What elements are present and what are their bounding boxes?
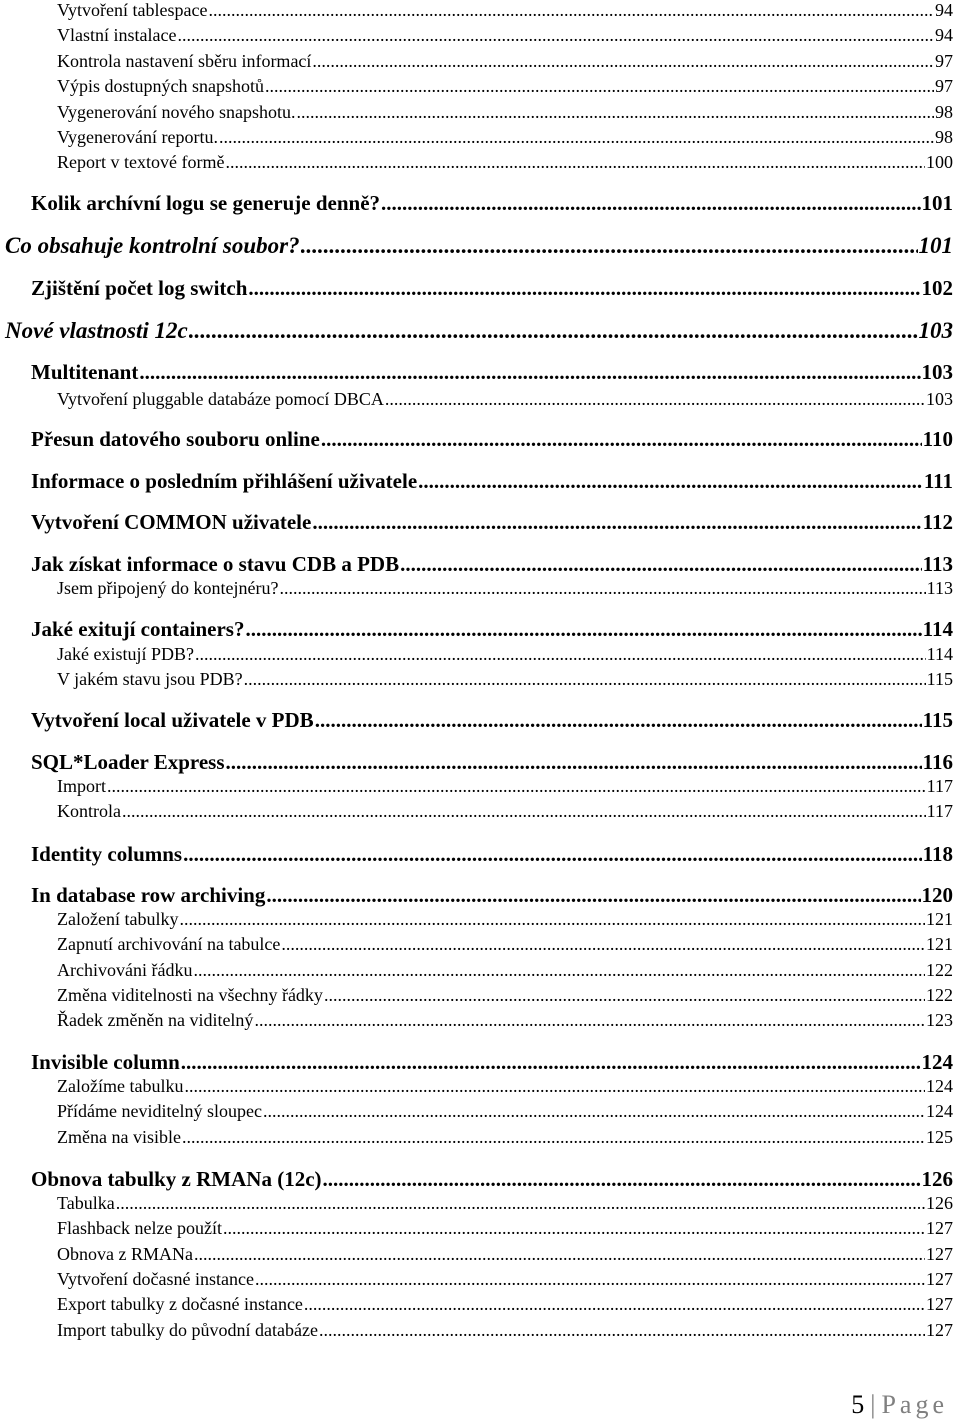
toc-entry[interactable]	[31, 617, 953, 642]
toc-entry-title: Import	[57, 776, 106, 796]
toc-leader-dots	[304, 1294, 925, 1315]
toc-entry[interactable]	[31, 708, 953, 733]
toc-entry-page: 113	[926, 578, 953, 598]
toc-entry-title: Flashback nelze použít	[57, 1218, 222, 1238]
toc-entry[interactable]	[57, 1218, 953, 1239]
toc-entry[interactable]	[57, 1320, 953, 1341]
toc-entry[interactable]	[57, 1076, 953, 1097]
toc-entry[interactable]	[57, 102, 953, 123]
toc-entry-page: 124	[926, 1076, 953, 1096]
toc-leader-dots	[315, 708, 922, 733]
toc-entry-title: Obnova tabulky z RMANa (12c)	[31, 1167, 322, 1191]
page-number: 5	[851, 1390, 865, 1419]
toc-entry-page: 110	[922, 427, 953, 451]
toc-entry-title: Vygenerování reportu.	[57, 127, 218, 147]
toc-entry-title: Vygenerování nového snapshotu.	[57, 102, 296, 122]
toc-entry[interactable]	[57, 1244, 953, 1265]
toc-leader-dots	[116, 1193, 925, 1214]
toc-entry-title: Změna viditelnosti na všechny řádky	[57, 985, 323, 1005]
toc-entry-title: Vytvoření local uživatele v PDB	[31, 708, 314, 732]
toc-entry[interactable]	[31, 750, 953, 775]
toc-leader-dots	[177, 25, 934, 46]
toc-entry-page: 126	[921, 1167, 953, 1191]
toc-entry[interactable]	[57, 1193, 953, 1214]
toc-entry-title: Archivováni řádku	[57, 960, 193, 980]
toc-entry-page: 122	[926, 985, 953, 1005]
toc-entry[interactable]	[57, 669, 953, 690]
toc-entry-title: Změna na visible	[57, 1127, 181, 1147]
toc-entry-title: Jaké exitují containers?	[31, 617, 245, 641]
toc-entry-title: Jaké existují PDB?	[57, 644, 194, 664]
toc-entry[interactable]	[57, 1101, 953, 1122]
toc-entry-page: 127	[926, 1294, 953, 1314]
toc-entry-title: In database row archiving	[31, 883, 266, 907]
toc-entry-page: 98	[935, 102, 953, 122]
toc-entry-title: Vlastní instalace	[57, 25, 177, 45]
toc-entry[interactable]	[57, 960, 953, 981]
toc-entry-title: Co obsahuje kontrolní soubor?	[5, 233, 300, 258]
toc-entry-title: Informace o posledním přihlášení uživatele	[31, 469, 418, 493]
toc-entry[interactable]	[31, 883, 953, 908]
toc-entry-page: 125	[926, 1127, 953, 1147]
toc-entry-title: Report v textové formě	[57, 152, 225, 172]
toc-entry[interactable]	[31, 427, 953, 452]
toc-leader-dots	[254, 1010, 925, 1031]
toc-entry[interactable]	[57, 152, 953, 173]
toc-leader-dots	[263, 1101, 925, 1122]
toc-entry[interactable]	[57, 1127, 953, 1148]
toc-entry[interactable]	[57, 578, 953, 599]
toc-entry[interactable]	[31, 1050, 953, 1075]
toc-leader-dots	[323, 1167, 921, 1192]
toc-entry[interactable]	[31, 469, 953, 494]
toc-entry-title: Kontrola nastavení sběru informací	[57, 51, 312, 71]
toc-entry-title: Založení tabulky	[57, 909, 179, 929]
toc-entry-page: 124	[921, 1050, 953, 1074]
toc-entry-title: Nové vlastnosti 12c	[5, 318, 188, 343]
toc-leader-dots	[194, 1244, 925, 1265]
toc-entry[interactable]	[5, 318, 953, 344]
toc-leader-dots	[321, 427, 922, 452]
toc-entry-page: 103	[918, 318, 953, 343]
toc-entry-title: Vytvoření pluggable databáze pomocí DBCA	[57, 389, 384, 409]
toc-entry[interactable]	[57, 25, 953, 46]
toc-leader-dots	[226, 750, 922, 775]
toc-entry-page: 115	[922, 708, 953, 732]
toc-entry-title: Přídáme neviditelný sloupec	[57, 1101, 262, 1121]
toc-leader-dots	[208, 0, 934, 21]
toc-entry-title: Kontrola	[57, 801, 121, 821]
toc-entry-page: 112	[922, 510, 953, 534]
toc-entry[interactable]	[31, 191, 953, 216]
toc-entry[interactable]	[5, 233, 953, 259]
toc-entry-page: 120	[921, 883, 953, 907]
toc-entry-page: 101	[921, 191, 953, 215]
toc-entry[interactable]	[57, 51, 953, 72]
toc-entry[interactable]	[57, 1294, 953, 1315]
toc-leader-dots	[225, 152, 925, 173]
toc-leader-dots	[255, 1269, 925, 1290]
toc-entry-title: Zjištění počet log switch	[31, 276, 248, 300]
toc-entry-page: 127	[926, 1269, 953, 1289]
toc-entry-page: 100	[926, 152, 953, 172]
toc-entry[interactable]	[57, 985, 953, 1006]
toc-entry-title: Kolik archívní logu se generuje denně?	[31, 191, 381, 215]
toc-leader-dots	[266, 883, 920, 908]
toc-entry-page: 121	[926, 934, 953, 954]
toc-leader-dots	[244, 669, 926, 690]
toc-entry-page: 103	[926, 389, 953, 409]
toc-entry-title: V jakém stavu jsou PDB?	[57, 669, 243, 689]
toc-entry[interactable]	[31, 552, 953, 577]
toc-entry-page: 94	[935, 0, 953, 20]
toc-entry-page: 103	[921, 360, 953, 384]
toc-entry-title: Export tabulky z dočasné instance	[57, 1294, 303, 1314]
toc-entry-title: Multitenant	[31, 360, 139, 384]
toc-leader-dots	[245, 617, 921, 642]
toc-entry-page: 117	[926, 776, 953, 796]
toc-entry-page: 113	[922, 552, 953, 576]
toc-leader-dots	[184, 1076, 925, 1097]
toc-leader-dots	[122, 801, 926, 822]
footer-separator: |	[870, 1390, 876, 1419]
toc-entry-title: SQL*Loader Express	[31, 750, 225, 774]
toc-leader-dots	[324, 985, 925, 1006]
toc-entry[interactable]	[57, 644, 953, 665]
toc-entry-page: 114	[922, 617, 953, 641]
toc-entry-page: 101	[918, 233, 953, 258]
toc-entry-page: 116	[922, 750, 953, 774]
toc-leader-dots	[279, 578, 925, 599]
toc-entry-page: 102	[921, 276, 953, 300]
toc-entry[interactable]	[57, 934, 953, 955]
toc-entry-page: 115	[926, 669, 953, 689]
toc-entry-title: Vytvoření tablespace	[57, 0, 208, 20]
toc-entry-title: Tabulka	[57, 1193, 115, 1213]
toc-entry[interactable]	[57, 909, 953, 930]
toc-leader-dots	[193, 960, 925, 981]
toc-entry[interactable]	[31, 842, 953, 867]
toc-entry-title: Přesun datového souboru online	[31, 427, 320, 451]
toc-entry[interactable]	[31, 510, 953, 535]
toc-entry-title: Založíme tabulku	[57, 1076, 184, 1096]
toc-leader-dots	[418, 469, 923, 494]
toc-entry-page: 121	[926, 909, 953, 929]
toc-entry-page: 122	[926, 960, 953, 980]
toc-entry-page: 94	[935, 25, 953, 45]
toc-entry-page: 118	[922, 842, 953, 866]
toc-entry-page: 114	[926, 644, 953, 664]
toc-entry-title: Import tabulky do původní databáze	[57, 1320, 318, 1340]
toc-entry[interactable]	[57, 801, 953, 822]
toc-entry-page: 97	[935, 51, 953, 71]
toc-leader-dots	[400, 552, 922, 577]
toc-entry[interactable]	[31, 276, 953, 301]
toc-entry-title: Obnova z RMANa	[57, 1244, 193, 1264]
toc-entry-title: Výpis dostupných snapshotů	[57, 76, 264, 96]
toc-leader-dots	[181, 1050, 921, 1075]
toc-leader-dots	[223, 1218, 925, 1239]
toc-entry[interactable]	[57, 389, 953, 410]
toc-leader-dots	[381, 191, 920, 216]
toc-entry[interactable]	[31, 1167, 953, 1192]
toc-leader-dots	[189, 318, 918, 344]
toc-entry-page: 97	[935, 76, 953, 96]
toc-entry-page: 117	[926, 801, 953, 821]
toc-entry[interactable]	[57, 76, 953, 97]
toc-leader-dots	[281, 934, 925, 955]
toc-leader-dots	[179, 909, 925, 930]
toc-entry[interactable]	[57, 776, 953, 797]
page-footer	[851, 1390, 948, 1420]
toc-leader-dots	[107, 776, 926, 797]
toc-entry[interactable]	[57, 127, 953, 148]
toc-entry-title: Vytvoření dočasné instance	[57, 1269, 254, 1289]
toc-leader-dots	[301, 233, 918, 259]
toc-entry-page: 123	[926, 1010, 953, 1030]
toc-entry[interactable]	[31, 360, 953, 385]
toc-leader-dots	[265, 76, 934, 97]
toc-leader-dots	[219, 127, 934, 148]
toc-leader-dots	[312, 510, 921, 535]
toc-entry[interactable]	[57, 1269, 953, 1290]
toc-leader-dots	[195, 644, 926, 665]
toc-entry-page: 127	[926, 1320, 953, 1340]
toc-leader-dots	[296, 102, 934, 123]
toc-leader-dots	[183, 842, 922, 867]
toc-entry-page: 124	[926, 1101, 953, 1121]
toc-entry-page: 127	[926, 1218, 953, 1238]
toc-entry-title: Invisible column	[31, 1050, 180, 1074]
toc-leader-dots	[139, 360, 920, 385]
toc-entry-page: 111	[923, 469, 953, 493]
toc-entry-page: 98	[935, 127, 953, 147]
toc-entry-title: Zapnutí archivování na tabulce	[57, 934, 281, 954]
toc-entry-title: Vytvoření COMMON uživatele	[31, 510, 312, 534]
toc-entry-title: Řadek změněn na viditelný	[57, 1010, 254, 1030]
toc-entry-page: 127	[926, 1244, 953, 1264]
toc-entry[interactable]	[57, 0, 953, 21]
toc-entry-page: 126	[926, 1193, 953, 1213]
page-label: Page	[881, 1390, 948, 1419]
toc-leader-dots	[385, 389, 925, 410]
toc-leader-dots	[319, 1320, 925, 1341]
toc-leader-dots	[312, 51, 934, 72]
toc-entry-title: Jak získat informace o stavu CDB a PDB	[31, 552, 400, 576]
toc-entry-title: Identity columns	[31, 842, 183, 866]
toc-entry[interactable]	[57, 1010, 953, 1031]
toc-entry-title: Jsem připojený do kontejnéru?	[57, 578, 279, 598]
toc-leader-dots	[248, 276, 920, 301]
toc-leader-dots	[182, 1127, 925, 1148]
